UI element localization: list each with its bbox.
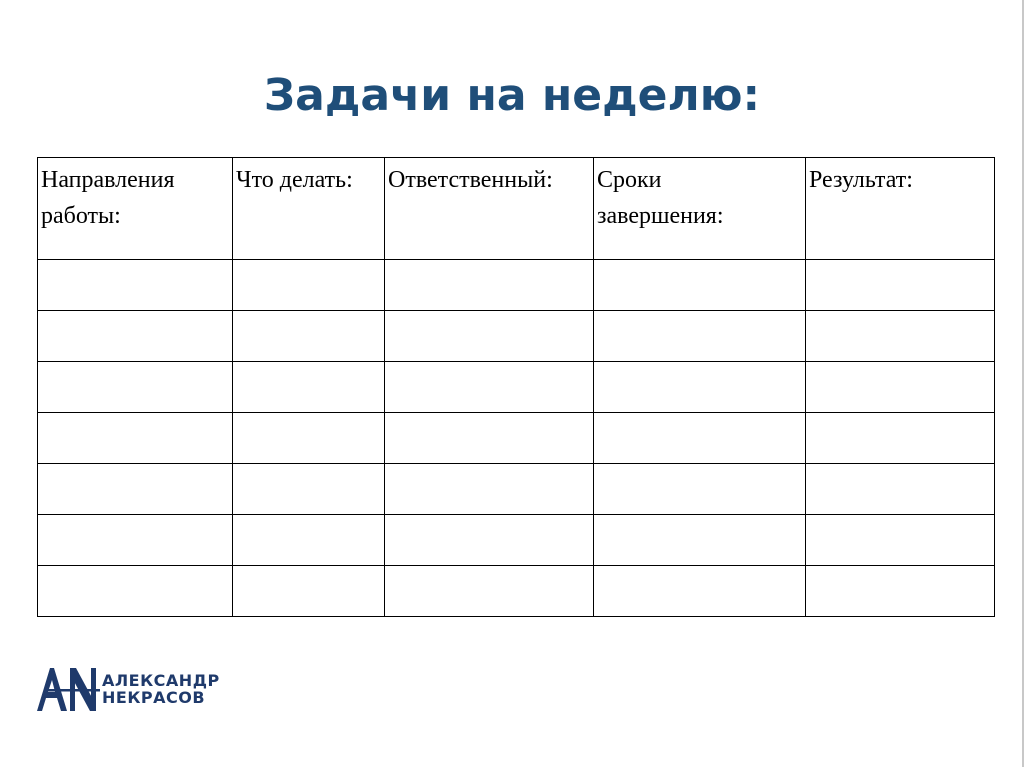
table-row: [38, 413, 995, 464]
table-cell: [594, 464, 806, 515]
table-cell: [806, 362, 995, 413]
table-cell: [594, 362, 806, 413]
table-cell: [233, 311, 385, 362]
table-header-row: [38, 158, 995, 260]
table-cell: [385, 260, 594, 311]
slide-title: Задачи на неделю:: [263, 70, 761, 121]
table-cell: [385, 566, 594, 617]
table-cell: [806, 260, 995, 311]
header-label: Ответственный:: [388, 167, 553, 193]
table-cell: [233, 515, 385, 566]
table-row: [38, 464, 995, 515]
table-cell: [806, 413, 995, 464]
table-cell: [233, 566, 385, 617]
table-row: [38, 260, 995, 311]
table-cell: [385, 362, 594, 413]
header-label: Результат:: [809, 167, 913, 193]
table-cell: [385, 413, 594, 464]
tasks-table: [37, 157, 995, 617]
logo-last-name: НЕКРАСОВ: [102, 688, 206, 707]
table-cell: [806, 515, 995, 566]
table-cell: [806, 464, 995, 515]
header-label: Что делать:: [236, 167, 353, 193]
table-cell: [233, 260, 385, 311]
table-cell: [233, 362, 385, 413]
table-cell: [38, 260, 233, 311]
table-row: [38, 566, 995, 617]
table-cell: [594, 413, 806, 464]
table-cell: [385, 311, 594, 362]
table-cell: [385, 464, 594, 515]
table-cell: [233, 413, 385, 464]
table-cell: [38, 362, 233, 413]
header-cell-result: [806, 158, 995, 260]
table-cell: [38, 413, 233, 464]
table-cell: [806, 311, 995, 362]
header-cell-deadline: [594, 158, 806, 260]
table-cell: [806, 566, 995, 617]
table-row: [38, 515, 995, 566]
logo-first-name: АЛЕКСАНДР: [102, 671, 220, 690]
header-label: Направления работы:: [41, 167, 175, 229]
table-cell: [233, 464, 385, 515]
author-logo: [36, 662, 220, 714]
table-cell: [38, 566, 233, 617]
table-cell: [38, 515, 233, 566]
table-cell: [594, 260, 806, 311]
table-cell: [594, 311, 806, 362]
table-cell: [594, 515, 806, 566]
table-cell: [594, 566, 806, 617]
table-cell: [385, 515, 594, 566]
header-cell-what-to-do: [233, 158, 385, 260]
header-cell-responsible: [385, 158, 594, 260]
table-row: [38, 362, 995, 413]
header-cell-direction: [38, 158, 233, 260]
header-label: Сроки завершения:: [597, 167, 724, 229]
table-cell: [38, 464, 233, 515]
monogram-icon: [36, 662, 102, 714]
table-cell: [38, 311, 233, 362]
table-row: [38, 311, 995, 362]
